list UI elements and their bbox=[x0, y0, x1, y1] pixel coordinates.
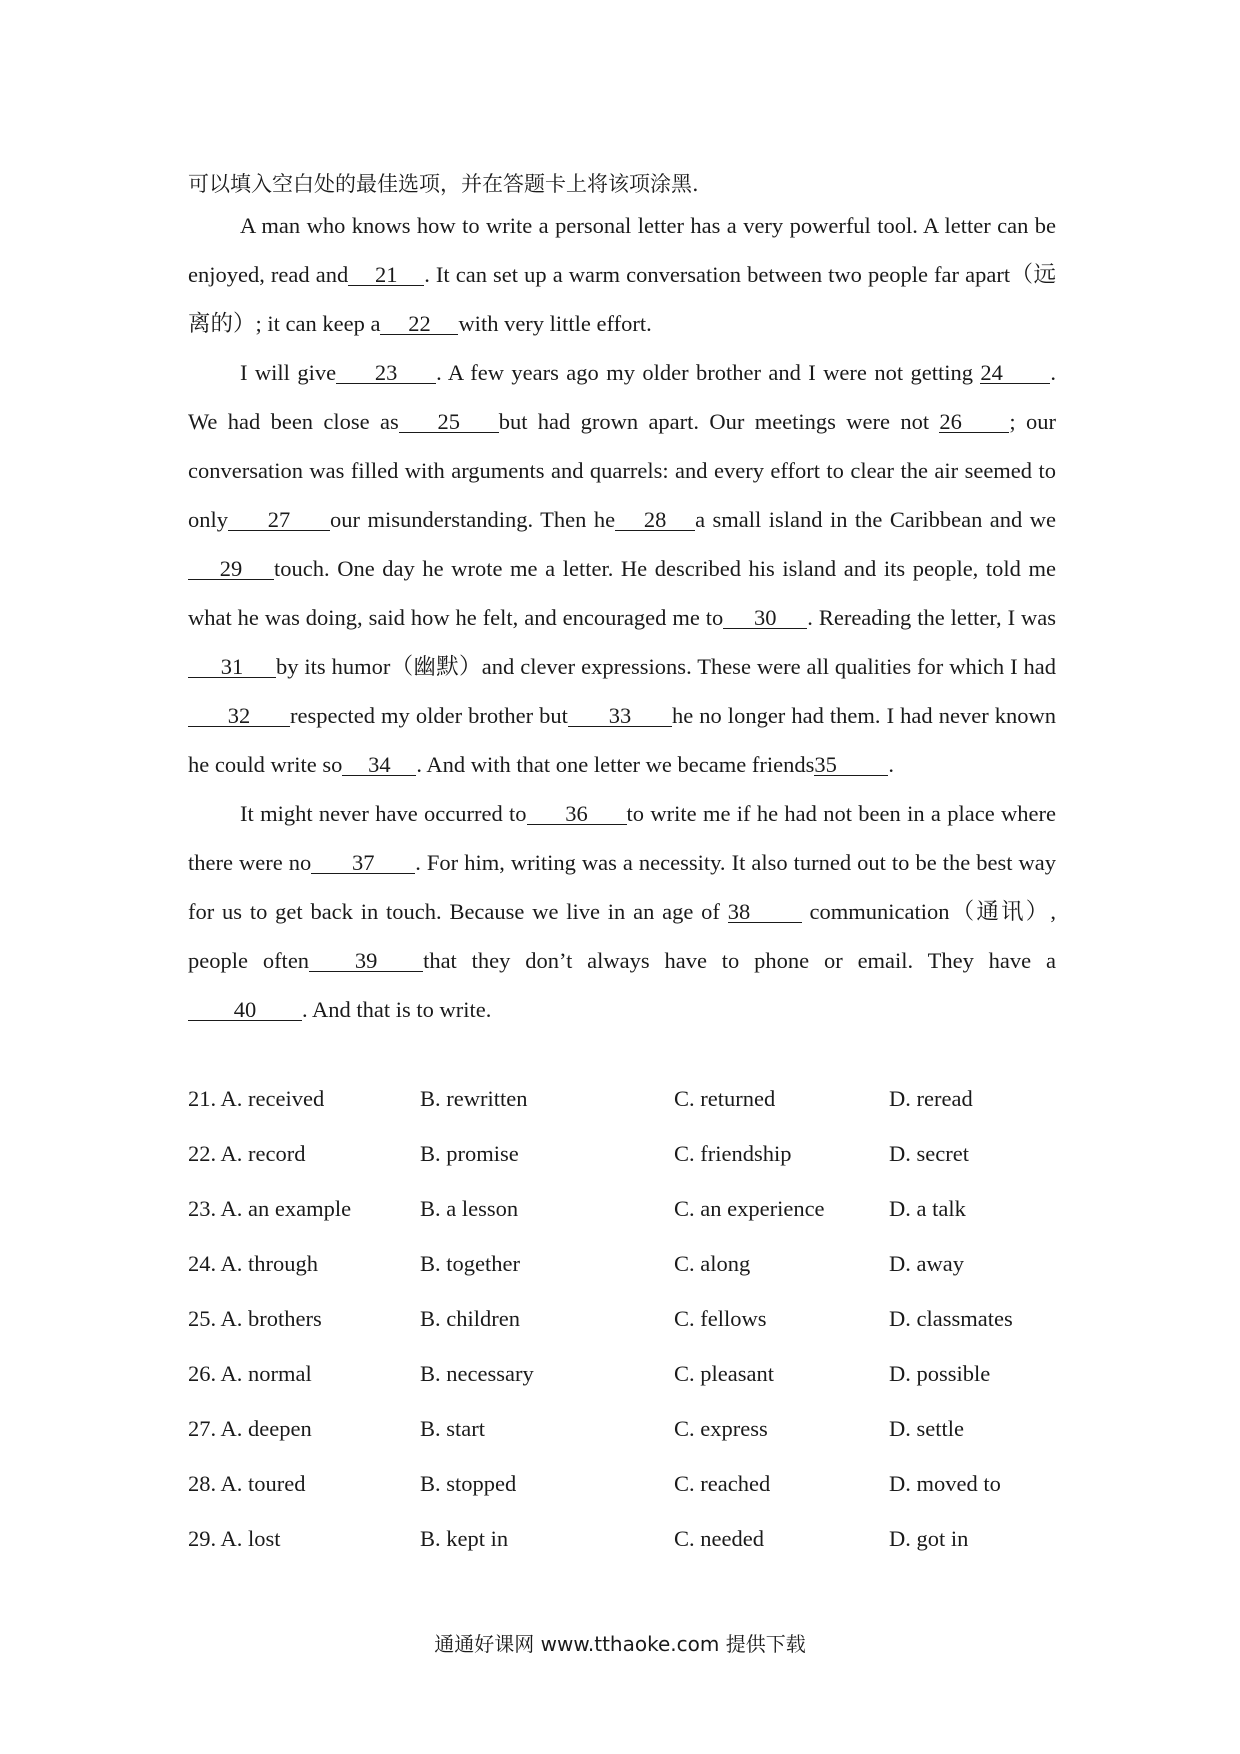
option-c: C. pleasant bbox=[674, 1361, 774, 1386]
text-segment: by its humor（幽默）and clever expressions. These were all qualities for which I had bbox=[276, 654, 1056, 679]
option-b: B. stopped bbox=[420, 1471, 517, 1496]
text-segment: . We had been close as bbox=[188, 360, 1057, 434]
text-segment: . Rereading the letter, I was bbox=[807, 605, 1056, 630]
cloze-passage bbox=[188, 201, 1056, 1034]
option-b: B. rewritten bbox=[420, 1086, 528, 1111]
text-segment: I will give bbox=[240, 360, 337, 385]
option-b: B. necessary bbox=[420, 1361, 534, 1386]
option-c: C. friendship bbox=[674, 1141, 792, 1166]
blank-22: 22 bbox=[380, 314, 458, 335]
blank-40: 40 bbox=[188, 1000, 302, 1021]
question-row bbox=[188, 1251, 1088, 1306]
blank-27: 27 bbox=[228, 510, 330, 531]
option-a: 25. A. brothers bbox=[188, 1306, 322, 1331]
text-segment: . For him, writing was a necessity. It also turned out to be the best way for us to get back in touch. Because we live in an age of bbox=[188, 850, 1056, 924]
text-segment: . A few years ago my older brother and I were not getting bbox=[436, 360, 973, 385]
question-row bbox=[188, 1471, 1088, 1526]
text-segment: our misunderstanding. Then he bbox=[330, 507, 616, 532]
option-d: D. got in bbox=[889, 1526, 969, 1551]
text-segment: that they don’t always have to phone or email. They have a bbox=[423, 948, 1056, 973]
option-a: 29. A. lost bbox=[188, 1526, 281, 1551]
option-c: C. express bbox=[674, 1416, 768, 1441]
text-segment: with very little effort. bbox=[458, 311, 652, 336]
option-c: C. reached bbox=[674, 1471, 771, 1496]
question-row bbox=[188, 1306, 1088, 1361]
blank-28: 28 bbox=[615, 510, 695, 531]
option-a: 23. A. an example bbox=[188, 1196, 352, 1221]
paragraph-1 bbox=[188, 201, 1056, 348]
blank-29: 29 bbox=[188, 559, 274, 580]
blank-39: 39 bbox=[309, 951, 423, 972]
blank-36: 36 bbox=[527, 804, 627, 825]
text-segment: respected my older brother but bbox=[290, 703, 568, 728]
option-d: D. a talk bbox=[889, 1196, 966, 1221]
blank-23: 23 bbox=[336, 363, 436, 384]
option-b: B. together bbox=[420, 1251, 520, 1276]
blank-24: 24 bbox=[980, 363, 1050, 384]
question-row bbox=[188, 1141, 1088, 1196]
option-b: B. kept in bbox=[420, 1526, 509, 1551]
blank-21: 21 bbox=[348, 265, 424, 286]
question-row bbox=[188, 1361, 1088, 1416]
footer-text: 通通好课网 www.tthaoke.com 提供下载 bbox=[434, 1632, 806, 1656]
option-d: D. reread bbox=[889, 1086, 973, 1111]
text-segment: but had grown apart. Our meetings were not bbox=[498, 409, 930, 434]
blank-31: 31 bbox=[188, 657, 276, 678]
question-row bbox=[188, 1196, 1088, 1251]
blank-26: 26 bbox=[939, 412, 1009, 433]
text-segment: . bbox=[888, 752, 894, 777]
option-a: 28. A. toured bbox=[188, 1471, 306, 1496]
blank-33: 33 bbox=[568, 706, 672, 727]
text-segment: a small island in the Caribbean and we bbox=[695, 507, 1056, 532]
text-segment: It might never have occurred to bbox=[240, 801, 527, 826]
option-d: D. possible bbox=[889, 1361, 991, 1386]
option-a: 22. A. record bbox=[188, 1141, 306, 1166]
paragraph-2 bbox=[188, 348, 1056, 789]
question-row bbox=[188, 1086, 1088, 1141]
option-b: B. a lesson bbox=[420, 1196, 519, 1221]
blank-32: 32 bbox=[188, 706, 290, 727]
option-a: 26. A. normal bbox=[188, 1361, 312, 1386]
option-b: B. promise bbox=[420, 1141, 519, 1166]
text-segment: . It can set up a warm conversation between two people far apart（远离的）; it can keep a bbox=[188, 262, 1056, 336]
option-b: B. start bbox=[420, 1416, 485, 1441]
option-d: D. classmates bbox=[889, 1306, 1013, 1331]
text-segment: . And with that one letter we became friends bbox=[416, 752, 815, 777]
option-b: B. children bbox=[420, 1306, 520, 1331]
question-row bbox=[188, 1526, 1088, 1581]
blank-30: 30 bbox=[723, 608, 807, 629]
blank-34: 34 bbox=[342, 755, 416, 776]
blank-37: 37 bbox=[311, 853, 415, 874]
question-row bbox=[188, 1416, 1088, 1471]
text-segment: touch. One day he wrote me a letter. He described his island and its people, told me what he was doing, said how he felt, and encouraged me to bbox=[188, 556, 1056, 630]
option-a: 24. A. through bbox=[188, 1251, 319, 1276]
option-c: C. along bbox=[674, 1251, 751, 1276]
page-footer bbox=[0, 1628, 1240, 1657]
blank-35: 35 bbox=[814, 755, 888, 776]
option-d: D. away bbox=[889, 1251, 964, 1276]
option-a: 21. A. received bbox=[188, 1086, 325, 1111]
option-c: C. fellows bbox=[674, 1306, 767, 1331]
paragraph-3 bbox=[188, 789, 1056, 1034]
text-segment: ; our conversation was filled with arguments and quarrels: and every effort to clear the air seemed to only bbox=[188, 409, 1057, 532]
option-c: C. needed bbox=[674, 1526, 764, 1551]
option-d: D. moved to bbox=[889, 1471, 1001, 1496]
instruction-text: 可以填入空白处的最佳选项，并在答题卡上将该项涂黑. bbox=[188, 172, 699, 196]
text-segment: he no longer had them. I had never known he could write so bbox=[188, 703, 1057, 777]
blank-38: 38 bbox=[728, 902, 802, 923]
option-c: C. an experience bbox=[674, 1196, 825, 1221]
text-segment: . And that is to write. bbox=[302, 997, 492, 1022]
option-d: D. settle bbox=[889, 1416, 964, 1441]
blank-25: 25 bbox=[399, 412, 499, 433]
option-a: 27. A. deepen bbox=[188, 1416, 312, 1441]
text-segment: to write me if he had not been in a place where there were no bbox=[188, 801, 1057, 875]
text-segment: communication（通讯）, people often bbox=[188, 899, 1057, 973]
answer-options bbox=[188, 1086, 1088, 1581]
option-d: D. secret bbox=[889, 1141, 969, 1166]
text-segment: A man who knows how to write a personal letter has a very powerful tool. A letter can be enjoyed, read and bbox=[188, 213, 1056, 287]
option-c: C. returned bbox=[674, 1086, 776, 1111]
